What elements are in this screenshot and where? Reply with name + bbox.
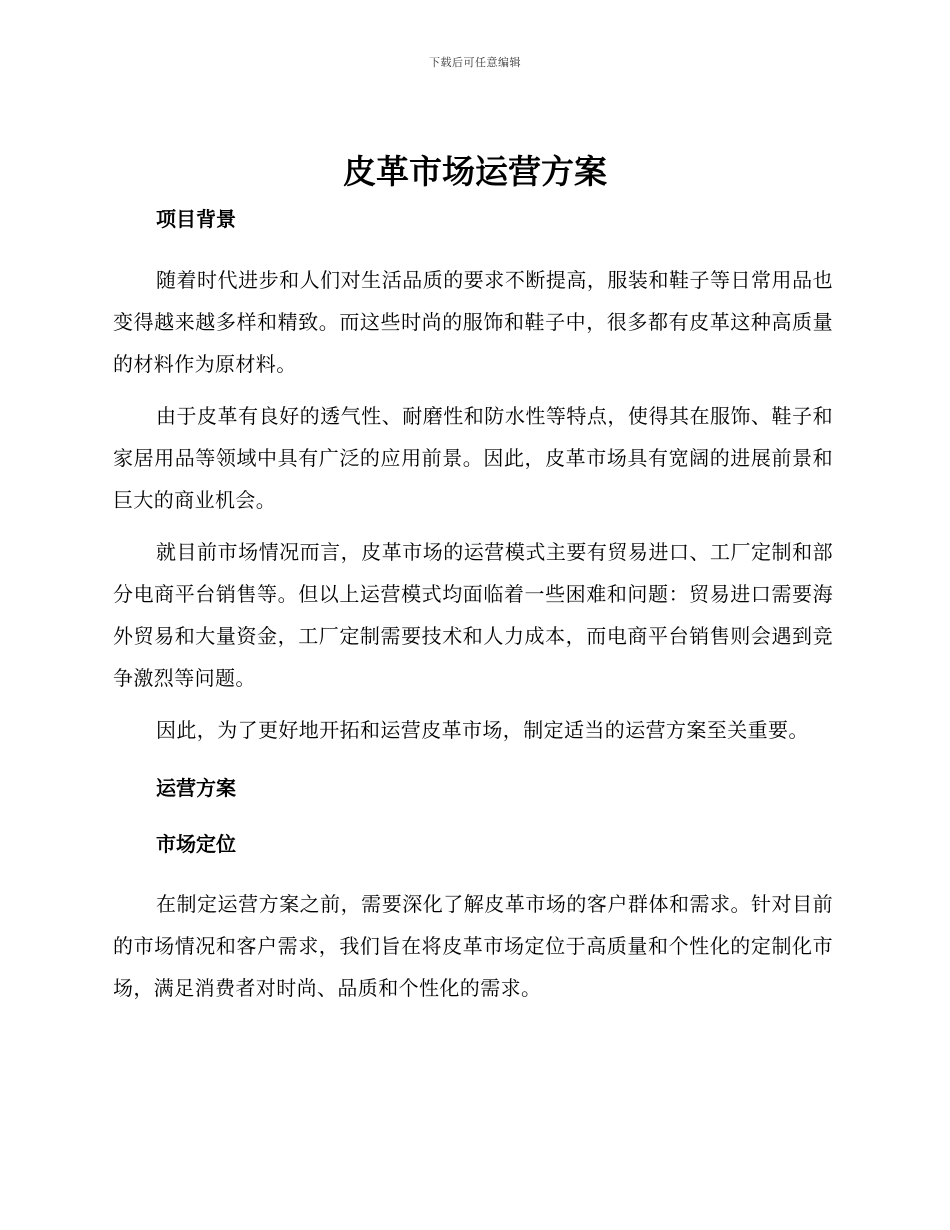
paragraph: 因此，为了更好地开拓和运营皮革市场，制定适当的运营方案至关重要。 bbox=[156, 718, 809, 742]
section-heading-background: 项目背景 bbox=[156, 207, 236, 231]
section-heading-operations: 运营方案 bbox=[156, 776, 236, 800]
paragraph: 随着时代进步和人们对生活品质的要求不断提高，服装和鞋子等日常用品也变得越来越多样和精致。而这些时尚的服饰和鞋子中，很多都有皮革这种高质量的材料作为原材料。 bbox=[113, 268, 833, 376]
paragraph: 由于皮革有良好的透气性、耐磨性和防水性等特点，使得其在服饰、鞋子和家居用品等领域中具有广泛的应用前景。因此，皮革市场具有宽阔的进展前景和巨大的商业机会。 bbox=[113, 404, 833, 512]
document-title: 皮革市场运营方案 bbox=[343, 152, 607, 191]
paragraph: 在制定运营方案之前，需要深化了解皮革市场的客户群体和需求。针对目前的市场情况和客户需求，我们旨在将皮革市场定位于高质量和个性化的定制化市场，满足消费者对时尚、品质和个性化的需求。 bbox=[113, 892, 833, 1000]
document-body bbox=[113, 204, 833, 1009]
section-heading-positioning: 市场定位 bbox=[156, 832, 236, 856]
header-note: 下载后可任意编辑 bbox=[429, 56, 521, 69]
paragraph: 就目前市场情况而言，皮革市场的运营模式主要有贸易进口、工厂定制和部分电商平台销售等。但以上运营模式均面临着一些困难和问题：贸易进口需要海外贸易和大量资金，工厂定制需要技术和人力成本，而电商平台销售则会遇到竞争激烈等问题。 bbox=[113, 540, 833, 690]
